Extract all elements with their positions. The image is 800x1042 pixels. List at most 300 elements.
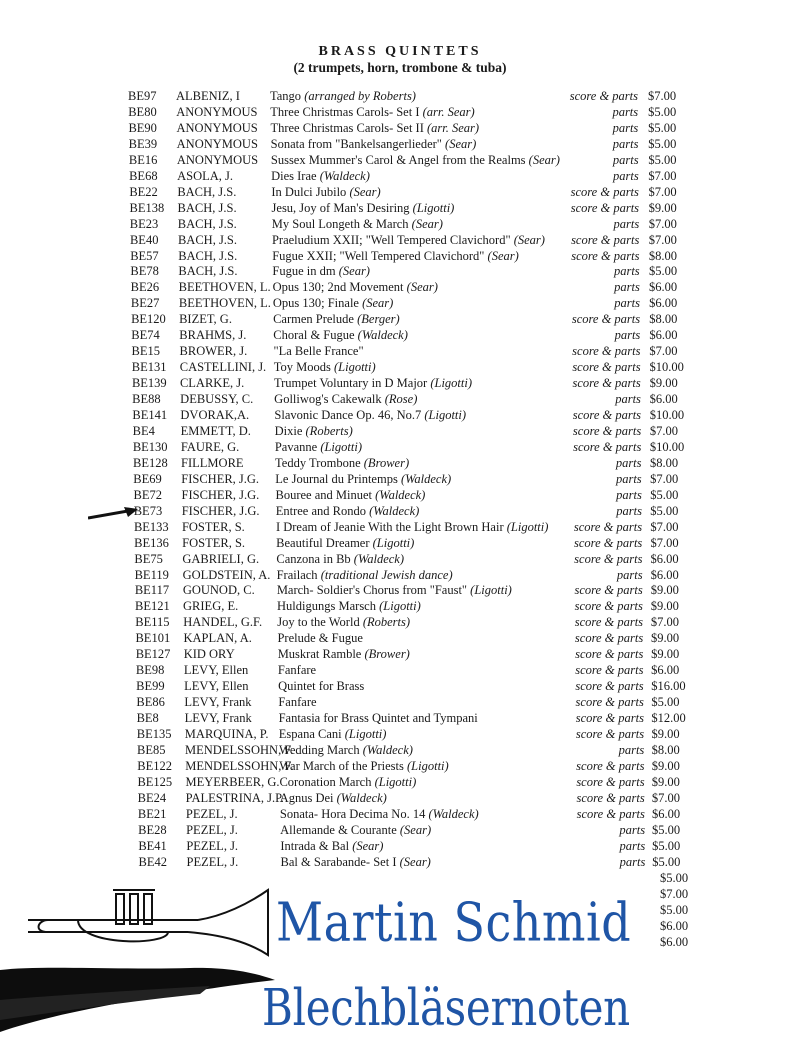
- piece-title-cell: [274, 360, 376, 375]
- catalog-row: [138, 807, 698, 823]
- piece-title-cell: [270, 89, 416, 104]
- catalog-row: [129, 185, 689, 201]
- piece-title-cell: [276, 552, 404, 567]
- edition-type: score & parts: [571, 248, 640, 263]
- catalog-row: [136, 647, 696, 663]
- catalog-row: [136, 663, 696, 679]
- price: $7.00: [649, 423, 678, 438]
- price: $6.00: [649, 296, 678, 311]
- arranger-note: (Sear): [411, 216, 443, 231]
- piece-title-cell: [276, 488, 426, 503]
- catalog-code: BE85: [137, 742, 166, 757]
- piece-title-cell: [272, 201, 455, 216]
- composer-name: PEZEL, J.: [185, 806, 238, 821]
- piece-title: Quintet for Brass: [278, 679, 365, 694]
- arranger-note: (Ligotti): [344, 727, 387, 741]
- catalog-code: BE75: [134, 551, 163, 566]
- piece-title-cell: [279, 759, 448, 774]
- arranger-note: (Sear): [338, 264, 370, 279]
- price: $5.00: [660, 871, 689, 885]
- catalog-row: [132, 408, 692, 424]
- price: $9.00: [650, 583, 679, 598]
- arranger-note: (Sear): [487, 248, 519, 263]
- catalog-code: BE101: [135, 631, 171, 646]
- piece-title-cell: [273, 296, 393, 311]
- price: $9.00: [651, 727, 680, 741]
- price: $5.00: [650, 503, 679, 518]
- piece-title: My Soul Longeth & March: [271, 216, 409, 231]
- piece-title: March- Soldier's Chorus from "Faust": [276, 583, 468, 598]
- arranger-note: (traditional Jewish dance): [320, 567, 453, 582]
- catalog-row: [136, 679, 696, 695]
- piece-title-cell: [271, 137, 477, 152]
- catalog-code: BE74: [131, 328, 160, 343]
- edition-type: parts: [616, 487, 642, 502]
- composer-name: CLARKE, J.: [179, 376, 245, 391]
- piece-title: Bouree and Minuet: [275, 487, 373, 502]
- piece-title-cell: [279, 775, 416, 790]
- piece-title-cell: [272, 217, 443, 232]
- piece-title: Golliwog's Cakewalk: [274, 392, 382, 407]
- catalog-row: [131, 280, 691, 296]
- composer-name: LEVY, Ellen: [184, 679, 249, 694]
- catalog-code: BE42: [138, 854, 168, 869]
- edition-type: parts: [614, 280, 640, 295]
- composer-name: KID ORY: [183, 647, 235, 662]
- logo-subtitle: Blechbläsernoten: [262, 978, 630, 1037]
- catalog-row: [129, 153, 689, 169]
- piece-title: Dixie: [274, 423, 303, 438]
- price: $5.00: [648, 264, 678, 279]
- piece-title-cell: [278, 679, 364, 694]
- catalog-code: BE127: [135, 647, 171, 662]
- piece-title: Canzona in Bb: [276, 551, 351, 566]
- arranger-note: (Berger): [357, 312, 400, 327]
- edition-type: score & parts: [575, 727, 645, 741]
- price: $6.00: [651, 806, 681, 821]
- catalog-code: BE117: [134, 583, 170, 598]
- composer-name: BRAHMS, J.: [179, 328, 247, 343]
- composer-name: BACH, J.S.: [177, 216, 237, 231]
- catalog-code: BE88: [132, 392, 161, 407]
- catalog-row: [131, 296, 691, 312]
- catalog-code: BE8: [136, 711, 159, 726]
- price: $8.00: [649, 312, 678, 327]
- catalog-row: [131, 328, 691, 344]
- piece-title: Pavanne: [274, 439, 318, 454]
- edition-type: parts: [613, 168, 639, 183]
- edition-type: parts: [618, 742, 645, 757]
- catalog-row: [137, 759, 697, 775]
- arranger-note: (Ligotti): [430, 376, 472, 391]
- piece-title-cell: [274, 344, 364, 359]
- price: $5.00: [650, 487, 679, 502]
- composer-name: BROWER, J.: [179, 344, 248, 359]
- edition-type: score & parts: [575, 663, 644, 678]
- composer-name: ANONYMOUS: [176, 152, 259, 167]
- edition-type: score & parts: [572, 408, 642, 422]
- piece-title-cell: [275, 472, 451, 487]
- piece-title-cell: [274, 408, 466, 423]
- catalog-row: [137, 727, 697, 743]
- catalog-code: BE72: [133, 487, 162, 502]
- arranger-note: (Waldeck): [319, 168, 370, 183]
- catalog-row: [134, 504, 694, 520]
- edition-type: score & parts: [572, 423, 642, 438]
- piece-title: In Dulci Jubilo: [271, 184, 347, 199]
- catalog-row: [135, 599, 695, 615]
- catalog-row: [137, 711, 697, 727]
- edition-type: score & parts: [572, 360, 641, 375]
- price: $6.00: [649, 392, 678, 407]
- price: $6.00: [660, 934, 689, 949]
- price: $10.00: [649, 439, 685, 454]
- piece-title: Joy to the World: [277, 615, 360, 630]
- edition-type: parts: [613, 216, 640, 231]
- catalog-row: [138, 823, 698, 839]
- price: $6.00: [649, 328, 678, 343]
- arranger-note: (Ligotti): [374, 774, 417, 789]
- catalog-code: BE130: [132, 439, 168, 454]
- catalog-row: [130, 201, 690, 217]
- edition-type: score & parts: [571, 232, 640, 247]
- piece-title: Fanfare: [278, 695, 317, 710]
- trumpet-icon: [18, 880, 278, 960]
- edition-type: parts: [619, 822, 646, 837]
- piece-title: Praeludium XXII; "Well Tempered Clavichord": [271, 232, 511, 247]
- composer-name: BACH, J.S.: [177, 184, 237, 199]
- price: $5.00: [652, 838, 681, 853]
- catalog-code: BE78: [130, 264, 159, 279]
- catalog-code: BE90: [128, 120, 157, 135]
- edition-type: score & parts: [574, 599, 643, 614]
- catalog-code: BE131: [131, 360, 167, 375]
- composer-name: FOSTER, S.: [181, 519, 245, 534]
- catalog-code: BE139: [131, 376, 167, 391]
- piece-title: Intrada & Bal: [280, 838, 350, 853]
- composer-name: BACH, J.S.: [177, 200, 237, 215]
- piece-title: Opus 130; Finale: [272, 296, 359, 311]
- piece-title-cell: [273, 280, 438, 295]
- price: $10.00: [649, 360, 684, 375]
- arranger-note: (Rose): [384, 392, 418, 407]
- composer-name: ALBENIZ, I: [176, 89, 240, 103]
- composer-name: LEVY, Frank: [184, 711, 252, 726]
- arranger-note: (Waldeck): [357, 328, 408, 343]
- catalog-row: [132, 344, 692, 360]
- catalog-row: [135, 568, 695, 584]
- piece-title: Fantasia for Brass Quintet and Tympani: [278, 711, 478, 726]
- piece-title-cell: [271, 185, 380, 200]
- catalog-code: BE40: [129, 232, 159, 247]
- edition-type: score & parts: [570, 184, 639, 199]
- piece-title-cell: [279, 743, 413, 758]
- piece-title-cell: [276, 504, 420, 519]
- catalog-row: [133, 440, 693, 456]
- arranger-note: (Waldeck): [362, 742, 413, 757]
- price: $7.00: [648, 89, 677, 103]
- catalog-row: [135, 583, 695, 599]
- page-subtitle: (2 trumpets, horn, trombone & tuba): [293, 60, 507, 75]
- catalog-code: BE21: [137, 806, 167, 821]
- composer-name: EMMETT, D.: [180, 423, 251, 438]
- price: $5.00: [648, 120, 677, 135]
- piece-title: War March of the Priests: [279, 758, 404, 773]
- composer-name: KAPLAN, A.: [183, 631, 252, 646]
- catalog-row: [132, 376, 692, 392]
- price: $6.00: [650, 567, 679, 582]
- arranger-note: (Sear): [362, 296, 394, 311]
- piece-title: Prelude & Fugue: [277, 631, 363, 646]
- piece-title-cell: [271, 169, 370, 184]
- arranger-note: (Brower): [364, 647, 410, 662]
- logo-name: Martin Schmid: [276, 890, 632, 954]
- piece-title: Jesu, Joy of Man's Desiring: [271, 200, 410, 215]
- catalog-code: BE80: [128, 104, 157, 119]
- piece-title-cell: [278, 695, 316, 710]
- arranger-note: (Sear): [406, 280, 438, 295]
- piece-title-cell: [270, 105, 475, 120]
- edition-type: parts: [619, 854, 646, 869]
- catalog-row: [135, 615, 695, 631]
- composer-name: MEYERBEER, G.: [185, 774, 280, 789]
- catalog-code: BE119: [134, 567, 169, 582]
- edition-type: score & parts: [571, 312, 641, 327]
- catalog-row: [130, 217, 690, 233]
- composer-name: BEETHOVEN, L.: [178, 280, 271, 295]
- arranger-note: (Ligotti): [506, 519, 549, 534]
- arranger-note: (Waldeck): [400, 471, 452, 486]
- catalog-code: BE133: [133, 519, 169, 534]
- catalog-code: BE115: [135, 615, 170, 630]
- edition-type: parts: [612, 120, 639, 135]
- piece-title-cell: [277, 599, 421, 614]
- piece-title: Fugue XXII; "Well Tempered Clavichord": [272, 248, 485, 263]
- edition-type: score & parts: [574, 631, 644, 646]
- composer-name: GRIEG, E.: [183, 599, 239, 614]
- composer-name: LEVY, Frank: [184, 695, 252, 710]
- catalog-code: BE73: [133, 503, 163, 518]
- piece-title-cell: [276, 520, 548, 535]
- catalog-code: BE39: [128, 136, 158, 151]
- price: $9.00: [651, 758, 680, 773]
- pointer-arrow-icon: [88, 506, 140, 522]
- composer-name: HANDEL, G.F.: [183, 615, 263, 630]
- catalog-code: BE16: [128, 152, 158, 167]
- composer-name: FILLMORE: [181, 455, 244, 470]
- catalog-code: BE141: [132, 408, 168, 422]
- arranger-note: (Waldeck): [375, 487, 426, 502]
- piece-title-cell: [272, 249, 519, 264]
- catalog-row: [130, 264, 690, 280]
- piece-title: Muskrat Ramble: [277, 647, 362, 662]
- piece-title-cell: [278, 663, 316, 678]
- catalog-row: [132, 392, 692, 408]
- arranger-note: (Waldeck): [336, 790, 387, 805]
- price: $8.00: [650, 455, 679, 470]
- price: $10.00: [649, 408, 685, 422]
- composer-name: DEBUSSY, C.: [180, 392, 254, 407]
- composer-name: ANONYMOUS: [176, 104, 258, 119]
- edition-type: score & parts: [570, 200, 640, 215]
- catalog-row: [128, 121, 688, 137]
- edition-type: parts: [613, 264, 640, 279]
- piece-title-cell: [270, 121, 479, 136]
- edition-type: parts: [612, 104, 639, 119]
- catalog-row: [128, 105, 688, 121]
- catalog-code: BE128: [133, 455, 168, 470]
- composer-name: FAURE, G.: [180, 439, 240, 454]
- piece-title: Beautiful Dreamer: [276, 535, 370, 550]
- catalog-row: [129, 137, 689, 153]
- composer-name: MARQUINA, P.: [184, 727, 269, 741]
- catalog-code: BE23: [129, 216, 159, 231]
- piece-title-cell: [275, 424, 353, 439]
- piece-title-cell: [274, 392, 417, 407]
- price: $5.00: [652, 822, 681, 837]
- price: $7.00: [650, 519, 679, 534]
- catalog-code: BE28: [138, 822, 167, 837]
- catalog-row: [137, 743, 697, 759]
- piece-title: Opus 130; 2nd Movement: [272, 280, 404, 295]
- catalog-row: [134, 536, 694, 552]
- price: $9.00: [649, 376, 678, 391]
- composer-name: MENDELSSOHN, F.: [185, 742, 294, 757]
- piece-title-cell: [280, 807, 479, 822]
- edition-type: score & parts: [569, 89, 638, 103]
- edition-type: parts: [612, 136, 639, 151]
- composer-name: ANONYMOUS: [176, 120, 258, 135]
- catalog-row: [136, 695, 696, 711]
- price: $6.00: [649, 280, 678, 295]
- price: $7.00: [650, 535, 679, 550]
- price: $16.00: [651, 679, 686, 694]
- piece-title-cell: [272, 264, 370, 279]
- price: $7.00: [649, 344, 678, 359]
- edition-type: score & parts: [575, 711, 644, 726]
- edition-type: parts: [615, 471, 642, 486]
- piece-title-cell: [277, 631, 362, 646]
- edition-type: parts: [614, 296, 640, 311]
- edition-type: score & parts: [572, 376, 641, 391]
- price: $7.00: [651, 790, 680, 805]
- piece-title-cell: [277, 583, 512, 598]
- arranger-note: (Sear): [352, 838, 384, 853]
- arranger-note: (Sear): [513, 232, 545, 247]
- price: $7.00: [648, 232, 677, 247]
- catalog-code: BE4: [132, 423, 155, 438]
- catalog-row: [134, 488, 694, 504]
- edition-type: score & parts: [574, 551, 643, 566]
- composer-name: FISCHER, J.G.: [181, 487, 260, 502]
- edition-type: parts: [616, 503, 642, 518]
- arranger-note: (Ligotti): [470, 583, 512, 598]
- composer-name: PEZEL, J.: [186, 822, 238, 837]
- catalog-row: [129, 169, 689, 185]
- arranger-note: (Ligotti): [333, 360, 376, 375]
- piece-title-cell: [271, 153, 560, 168]
- composer-name: PALESTRINA, J.P.: [185, 790, 284, 805]
- piece-title-cell: [273, 312, 400, 327]
- edition-type: score & parts: [574, 583, 643, 598]
- catalog-code: BE68: [129, 168, 158, 183]
- edition-type: score & parts: [576, 774, 645, 789]
- edition-type: score & parts: [576, 758, 645, 773]
- catalog-code: BE41: [138, 838, 167, 853]
- arranger-note: (Ligotti): [320, 439, 362, 454]
- catalog-code: BE24: [137, 790, 167, 805]
- arranger-note: (Sear): [399, 854, 431, 869]
- catalog-code: BE135: [136, 727, 172, 741]
- composer-name: FOSTER, S.: [182, 535, 246, 550]
- composer-name: BACH, J.S.: [178, 248, 238, 263]
- piece-title: Teddy Trombone: [275, 455, 361, 470]
- price: $7.00: [648, 184, 677, 199]
- piece-title: Huldigungs Marsch: [277, 599, 376, 614]
- composer-name: CASTELLINI, J.: [179, 360, 267, 375]
- catalog-row: [130, 249, 690, 265]
- arranger-note: (arranged by Roberts): [304, 89, 416, 103]
- catalog-code: BE136: [134, 535, 169, 550]
- composer-name: PEZEL, J.: [186, 838, 239, 853]
- price: $5.00: [648, 104, 677, 119]
- catalog-code: BE138: [129, 200, 165, 215]
- composer-name: BACH, J.S.: [177, 232, 238, 247]
- edition-type: score & parts: [572, 344, 641, 359]
- composer-name: BIZET, G.: [179, 312, 232, 327]
- catalog-code: BE86: [136, 695, 165, 710]
- arranger-note: (Ligotti): [412, 200, 455, 215]
- arranger-note: (Waldeck): [428, 806, 479, 821]
- edition-type: parts: [616, 567, 643, 582]
- piece-title: Carmen Prelude: [273, 312, 354, 327]
- piece-title-cell: [272, 233, 545, 248]
- catalog-code: BE122: [137, 758, 172, 773]
- edition-type: parts: [612, 152, 639, 167]
- catalog-row: [135, 631, 695, 647]
- piece-title-cell: [281, 855, 431, 870]
- piece-title: Entree and Rondo: [275, 503, 366, 518]
- price: $7.00: [660, 886, 689, 901]
- piece-title-cell: [279, 711, 478, 726]
- piece-title-cell: [274, 376, 472, 391]
- arranger-note: (Ligotti): [407, 758, 449, 773]
- price: $9.00: [650, 631, 680, 646]
- composer-name: PEZEL, J.: [186, 854, 239, 869]
- composer-name: BACH, J.S.: [178, 264, 238, 279]
- piece-title: Choral & Fugue: [273, 328, 355, 343]
- price: $9.00: [648, 200, 677, 215]
- composer-name: LEVY, Ellen: [183, 663, 249, 678]
- composer-name: ANONYMOUS: [176, 136, 258, 151]
- price: $12.00: [651, 711, 686, 726]
- arranger-note: (Waldeck): [369, 503, 420, 518]
- arranger-note: (Roberts): [305, 423, 353, 438]
- piece-title: Sussex Mummer's Carol & Angel from the Realms: [270, 152, 526, 167]
- price: $5.00: [648, 136, 677, 151]
- piece-title: Fanfare: [277, 663, 317, 678]
- catalog-row: [132, 360, 692, 376]
- arranger-note: (Ligotti): [424, 408, 467, 422]
- composer-name: FISCHER, J.G.: [181, 471, 260, 486]
- piece-title: Dies Irae: [271, 168, 317, 183]
- price: $9.00: [651, 647, 680, 662]
- piece-title: Espana Cani: [278, 727, 342, 741]
- piece-title-cell: [280, 791, 387, 806]
- catalog-row: [138, 839, 698, 855]
- arranger-note: (arr. Sear): [422, 104, 475, 119]
- catalog-row: [133, 472, 693, 488]
